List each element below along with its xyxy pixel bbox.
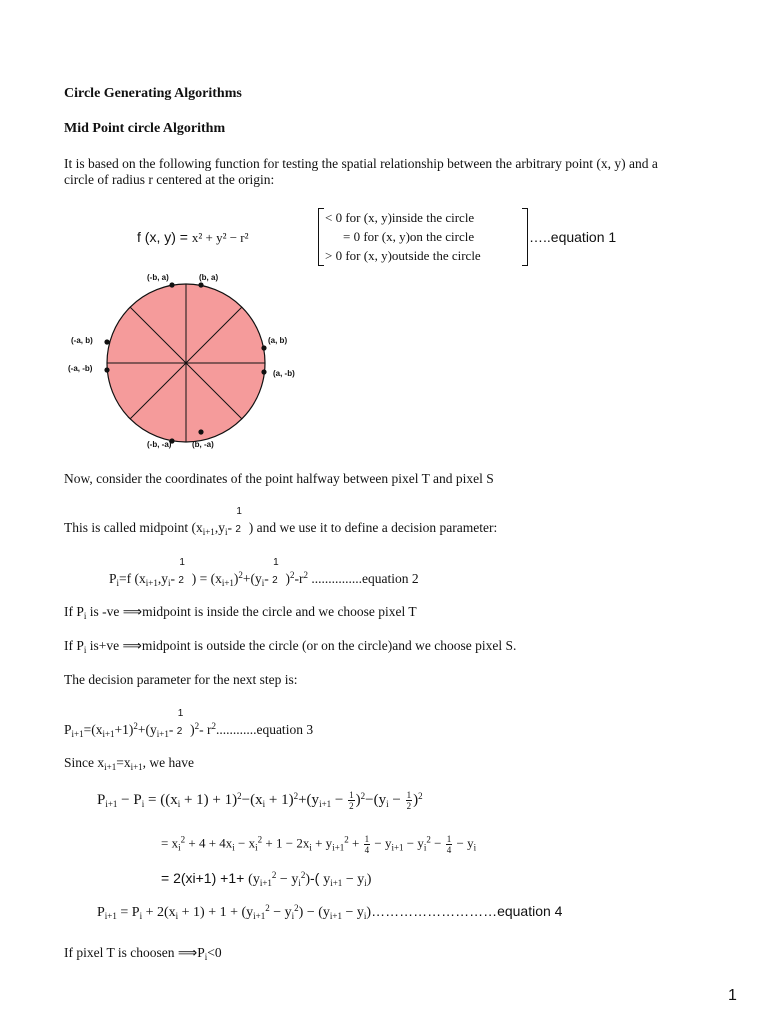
label-neg-b-a: (-b, a) [147, 273, 169, 282]
point-a-b [261, 345, 266, 350]
label-neg-b-neg-a: (-b, -a) [147, 440, 172, 449]
label-b-a: (b, a) [199, 273, 219, 282]
equation-1-label: …..equation 1 [529, 229, 617, 245]
intro-line-2: circle of radius r centered at the origin: [64, 172, 275, 187]
para-if-positive: If $P_i$ is+ve ⟹midpoint is outside the circle (or on the circle)and we choose pixel S. [64, 638, 517, 655]
equation-3: $P_{i+1}=(x_{i+1}+1)^2+(y_{i+1}-$ 1 2 )$^2$- $r^2............equation$ 3 [64, 708, 314, 739]
page-number: 1 [728, 987, 737, 1004]
para-since: Since $x_{i+1}=x_{i+1}$, we have [64, 755, 195, 772]
eq1-case-on: = 0 for (x, y)on the circle [343, 229, 475, 244]
equation-4: $P_{i+1} = P_i + 2(x_i + 1) + 1 + (y_{i+1}^2 - y_i^2) - (y_{i+1}$ − $y_i)\dots\dots\dots\dots\dots\dots\dots\dots\dots equation$ 4 [97, 903, 563, 921]
derivation-line-3: = $2(xi+1) +1+ (y_{i+1}^2 - y_i^2)-$( $y_{i+1} - y_i$) [161, 870, 372, 888]
equation-2: $P_i=f$ ($x_{i+1},y_i-$ 1 2 ) = $(x_{i+1})^2+(y_i-$ 1 2 )$^2-r^2$ ...............equation 2 [109, 557, 419, 588]
para-if-pixel-T: If pixel T is choosen $⟹P_i<0$ [64, 945, 222, 962]
point-b-a [198, 282, 203, 287]
equation-2-label: ...............equation 2 [311, 571, 419, 586]
eq1-case-outside: > 0 for (x, y)outside the circle [325, 248, 481, 263]
point-neg-a-neg-b [104, 367, 109, 372]
para-now-consider: Now, consider the coordinates of the point halfway between pixel T and pixel S [64, 471, 494, 486]
para-midpoint: This is called midpoint ($x_{i+1},y_i-$ 1 2 ) and we use it to define a decision parameter: [64, 506, 498, 537]
label-a-neg-b: (a, -b) [273, 369, 295, 378]
equation-3-label: ............equation 3 [215, 722, 314, 737]
heading-midpoint: Mid Point circle Algorithm [64, 121, 226, 136]
para-if-negative: If $P_i$ is -ve ⟹midpoint is inside the circle and we choose pixel T [64, 604, 417, 621]
point-neg-b-a [169, 282, 174, 287]
para-next-step: The decision parameter for the next step is: [64, 672, 298, 687]
equation-4-label: ………………………equation 4 [371, 903, 563, 919]
label-b-neg-a: (b, -a) [192, 440, 214, 449]
label-neg-a-b: (-a, b) [71, 336, 93, 345]
eq1-lhs: f (x, y) = [137, 229, 192, 245]
heading-circle-generating: Circle Generating Algorithms [64, 86, 242, 101]
eq1-case-inside: < 0 for (x, y)inside the circle [325, 210, 475, 225]
label-neg-a-neg-b: (-a, -b) [68, 364, 93, 373]
eq1-rhs: x² + y² − r² [191, 230, 249, 245]
point-a-neg-b [261, 369, 266, 374]
point-neg-a-b [104, 339, 109, 344]
label-a-b: (a, b) [268, 336, 288, 345]
intro-line-1: It is based on the following function for testing the spatial relationship between the arbitrary point (x, y) and a [64, 156, 658, 171]
derivation-line-2: = $x_i^2 + 4 + 4x_i - x_i^2 + 1 - 2x_i + y_{i+1}^2$ + $\frac{1}{4}$ − $y_{i+1} - y_i^2$ − $\frac{1}{4}$ − $y_i$ [161, 834, 477, 855]
circle-octant-diagram [0, 0, 768, 470]
point-b-neg-a [198, 429, 203, 434]
derivation-line-1: $P_{i+1} - P_i = ((x_i + 1) + 1)^2-(x_i + 1)^2+(y_{i+1}$ − $\frac{1}{2}$ )$^2-(y_i$ − $\frac{1}{2}$ )$^2$ [97, 790, 423, 811]
